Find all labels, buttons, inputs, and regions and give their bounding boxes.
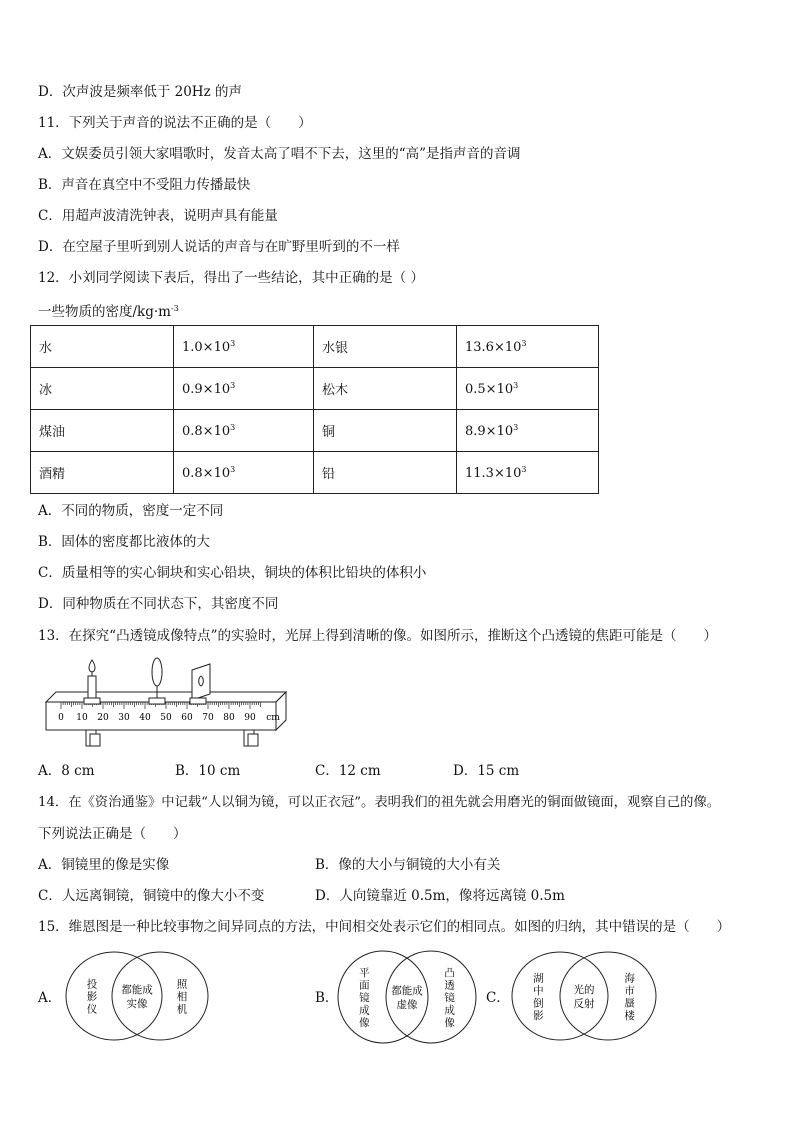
venn-left-text: 仪 [86,1003,98,1016]
ruler-tick-label: 10 [76,713,88,723]
table-cell: $0.8\times 10^3$ [174,410,314,452]
venn-left-text: 影 [533,1009,544,1022]
q11-option-b: B．声音在真空中不受阻力传播最快 [38,177,251,193]
q11-option-c: C．用超声波清洗钟表，说明声具有能量 [38,208,278,224]
venn-left-text: 像 [359,1017,370,1029]
venn-diagram-a [62,948,212,1044]
venn-left-text: 影 [86,991,98,1003]
table-cell: 水银 [314,326,457,368]
venn-middle-text: 都能成 [391,985,423,997]
ruler-tick-label: 90 [244,713,256,723]
ruler-tick-label: 80 [223,713,235,723]
optical-bench-figure [40,654,290,754]
venn-right-text: 凸 [444,967,455,979]
ruler-tick-label: 70 [202,713,214,723]
table-cell: $13.6\times 10^3$ [457,326,599,368]
table-cell: $11.3\times 10^3$ [457,452,599,494]
venn-middle-text: 反射 [573,998,595,1010]
venn-right-text: 蜃 [624,997,635,1010]
table-cell: 煤油 [31,410,174,452]
venn-right-text: 照 [176,978,188,991]
ruler-unit-label: cm [266,713,280,723]
q14-option-b: B．像的大小与铜镜的大小有关 [315,857,501,873]
q11-option-a: A．文娱委员引领大家唱歌时，发音太高了唱不下去，这里的“高”是指声音的音调 [38,146,521,162]
q10-option-d: D．次声波是频率低于 20Hz 的声 [38,84,242,100]
q11-option-d: D．在空屋子里听到别人说话的声音与在旷野里听到的不一样 [38,239,400,255]
q13-option-d: D．15 cm [453,763,520,779]
venn-b-label: B． [315,990,339,1006]
q14-option-a: A．铜镜里的像是实像 [38,857,170,873]
ruler-tick-label: 30 [118,713,130,723]
venn-right-text: 海 [624,972,635,985]
venn-right-text: 透 [444,979,455,992]
q13-option-a: A．8 cm [38,763,95,779]
venn-middle-text: 实像 [126,998,148,1010]
venn-left-text: 倒 [533,997,544,1010]
table-cell: $0.5\times 10^3$ [457,368,599,410]
venn-left-text: 成 [359,1004,370,1017]
density-table [30,325,599,494]
venn-right-text: 机 [176,1003,188,1016]
q13-option-c: C．12 cm [315,763,381,779]
q12-table-caption: 一些物质的密度$/kg\cdot m^{-3}$ [38,304,179,320]
table-cell: 松木 [314,368,457,410]
venn-right-text: 相 [176,991,188,1003]
venn-right-text: 楼 [624,1009,635,1022]
table-cell: 冰 [31,368,174,410]
venn-c-label: C． [486,990,510,1006]
q12-stem: 12．小刘同学阅读下表后，得出了一些结论，其中正确的是（ ） [38,270,424,286]
venn-left-text: 镜 [359,992,370,1004]
ruler-tick-label: 50 [160,713,172,723]
venn-right-text: 像 [444,1017,455,1029]
ruler-tick-label: 60 [181,713,193,723]
ruler-tick-label: 0 [58,713,64,723]
q12-option-a: A．不同的物质，密度一定不同 [38,503,224,519]
venn-left-text: 湖 [533,972,544,985]
venn-left-text: 中 [533,984,544,997]
table-cell: 水 [31,326,174,368]
venn-left-text: 投 [86,978,98,991]
q12-option-c: C．质量相等的实心铜块和实心铅块，铜块的体积比铅块的体积小 [38,565,427,581]
table-cell: 铜 [314,410,457,452]
venn-right-text: 成 [444,1004,455,1017]
q14-stem-line1: 14．在《资治通鉴》中记载“人以铜为镜，可以正衣冠”。表明我们的祖先就会用磨光的铜面做镜面，观察自己的像。 [38,795,721,810]
venn-diagram-c [508,948,660,1044]
table-row [31,410,599,452]
table-cell: $1.0\times 10^3$ [174,326,314,368]
venn-middle-text: 虚像 [396,999,418,1011]
q14-stem-line2: 下列说法正确是（ ） [38,826,187,842]
ruler-tick-label: 20 [97,713,109,723]
q13-stem: 13．在探究“凸透镜成像特点”的实验时，光屏上得到清晰的像。如图所示，推断这个凸透镜的焦距可能是（ ） [38,628,717,644]
q14-option-d: D．人向镜靠近 0.5m，像将远离镜 0.5m [315,888,565,904]
venn-middle-text: 光的 [573,984,595,996]
table-cell: $8.9\times 10^3$ [457,410,599,452]
q12-option-b: B．固体的密度都比液体的大 [38,534,210,550]
table-cell: 酒精 [31,452,174,494]
table-cell: $0.9\times 10^3$ [174,368,314,410]
venn-left-text: 平 [359,967,370,979]
table-row [31,452,599,494]
venn-middle-text: 都能成 [121,984,153,996]
q13-option-b: B．10 cm [175,763,241,779]
venn-left-text: 面 [359,979,370,992]
q14-option-c: C．人远离铜镜，铜镜中的像大小不变 [38,888,265,904]
venn-a-label: A． [38,990,62,1006]
table-row [31,326,599,368]
table-row [31,368,599,410]
q12-option-d: D．同种物质在不同状态下，其密度不同 [38,596,279,612]
venn-right-text: 市 [624,984,635,997]
ruler-tick-label: 40 [139,713,151,723]
q11-stem: 11．下列关于声音的说法不正确的是（ ） [38,115,312,131]
table-cell: $0.8\times 10^3$ [174,452,314,494]
venn-right-text: 镜 [444,992,455,1004]
table-cell: 铅 [314,452,457,494]
q15-stem: 15．维恩图是一种比较事物之间异同点的方法，中间相交处表示它们的相同点。如图的归纳，其中错误的是（ ） [38,919,731,935]
venn-diagram-b [336,948,478,1046]
